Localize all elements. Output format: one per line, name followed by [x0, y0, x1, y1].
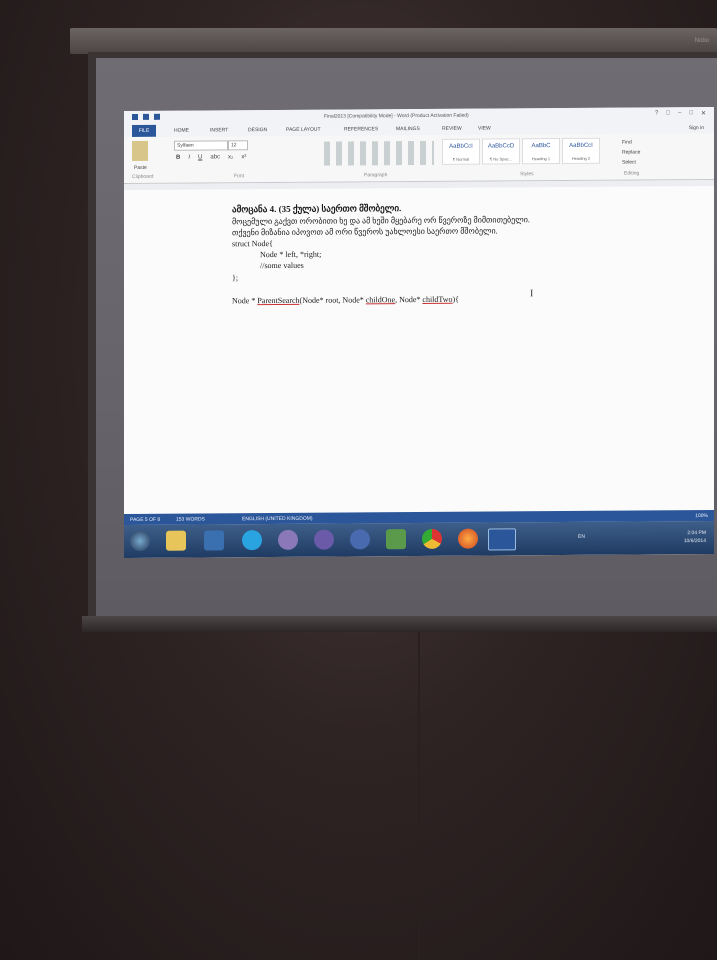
bold-button[interactable]: B	[176, 154, 181, 161]
media-player-icon[interactable]	[204, 530, 224, 550]
style-name: Heading 2	[571, 155, 591, 161]
tab-page-layout[interactable]: PAGE LAYOUT	[286, 126, 321, 133]
tab-insert[interactable]: INSERT	[210, 127, 229, 134]
code-line-close: };	[232, 273, 239, 283]
underline-button[interactable]: U	[198, 154, 203, 161]
app-icon-4[interactable]	[386, 529, 406, 549]
screen-pull-cord	[418, 632, 420, 960]
paste-icon[interactable]	[132, 141, 148, 161]
styles-gallery	[442, 138, 600, 165]
group-label-clipboard: Clipboard	[132, 173, 154, 181]
chrome-icon[interactable]	[422, 529, 442, 549]
italic-button[interactable]: I	[188, 154, 191, 161]
replace-button[interactable]: Replace	[622, 149, 641, 156]
style-heading-2[interactable]	[562, 138, 600, 164]
code-line-struct: struct Node{	[232, 239, 273, 249]
select-button[interactable]: Select	[622, 159, 636, 166]
find-button[interactable]: Find	[622, 139, 632, 146]
page-count[interactable]: PAGE 5 OF 8	[130, 516, 161, 524]
editing-group	[622, 137, 640, 167]
task-text-line-1: მოცემული გაქვთ ორობითი ხე და ამ ხეში მყებარე ორ წვეროზე მიმთითებელი.	[232, 215, 530, 227]
tab-review[interactable]: REVIEW	[442, 125, 462, 132]
superscript-button[interactable]: x²	[241, 154, 247, 161]
document-page[interactable]	[124, 186, 714, 514]
tab-design[interactable]: DESIGN	[248, 127, 268, 134]
windows-taskbar	[124, 521, 714, 558]
tab-mailings[interactable]: MAILINGS	[396, 125, 420, 133]
skype-icon[interactable]	[242, 530, 262, 550]
style-name: ¶ No Spac...	[490, 156, 512, 162]
language-status[interactable]: ENGLISH (UNITED KINGDOM)	[242, 515, 313, 523]
code-line-comment: //some values	[260, 260, 304, 271]
maximize-button[interactable]: □	[689, 110, 693, 117]
tab-view[interactable]: VIEW	[478, 125, 491, 132]
sig-param-a: childOne	[365, 295, 396, 305]
style-heading-1[interactable]	[522, 138, 560, 164]
style-sample: AaBbC	[531, 143, 551, 150]
style-name: ¶ Normal	[452, 156, 470, 162]
app-icon-2[interactable]	[314, 530, 334, 550]
sig-prefix: Node *	[232, 296, 258, 306]
start-button-icon[interactable]	[130, 531, 150, 551]
screen-bottom-bar	[82, 616, 717, 632]
sign-in-link[interactable]: Sign in	[688, 125, 704, 132]
file-explorer-icon[interactable]	[166, 531, 186, 551]
clock[interactable]	[684, 529, 706, 545]
ribbon-home	[124, 133, 714, 184]
format-buttons	[176, 154, 246, 160]
group-label-font: Font	[234, 173, 245, 180]
help-button[interactable]: ?	[655, 110, 659, 117]
save-icon[interactable]	[143, 114, 149, 120]
ribbon-display-button[interactable]: □	[666, 110, 670, 117]
style-sample: AaBbCcI	[449, 143, 473, 150]
function-signature	[232, 295, 459, 306]
clock-time: 2:04 PM	[687, 529, 706, 537]
undo-icon[interactable]	[154, 114, 160, 120]
sig-param-b: childTwo	[422, 294, 453, 304]
minimize-button[interactable]: –	[678, 110, 682, 117]
group-label-paragraph: Paragraph	[364, 172, 388, 179]
sig-end: ){	[452, 294, 460, 304]
tab-references[interactable]: REFERENCES	[344, 126, 379, 133]
paragraph-buttons[interactable]	[324, 141, 434, 166]
clock-date: 10/6/2014	[683, 537, 706, 545]
word-taskbar-icon[interactable]	[488, 528, 516, 550]
group-label-styles: Styles	[520, 171, 534, 178]
zoom-level[interactable]: 100%	[695, 512, 708, 520]
sig-sep: , Node*	[395, 294, 423, 305]
app-icon-1[interactable]	[278, 530, 298, 550]
window-title: Final2013 [Compatibility Mode] - Word (Product Activation Failed)	[324, 112, 469, 120]
style-sample: AaBbCcI	[569, 142, 593, 149]
group-label-editing: Editing	[624, 170, 640, 177]
text-cursor-icon: I	[530, 288, 534, 300]
style-name: Heading 1	[531, 156, 551, 162]
task-text-line-2: თქვენი მიზანია იპოვოთ ამ ორი წვეროს უახლოესი საერთო მშობელი.	[232, 226, 498, 238]
code-line-pointers: Node * left, *right;	[260, 249, 322, 260]
tab-home[interactable]: HOME	[174, 127, 189, 134]
projector-screen-housing	[70, 28, 717, 54]
style-sample: AaBbCcD	[487, 143, 515, 150]
sig-mid: (Node* root, Node*	[299, 295, 366, 305]
quick-access-toolbar	[132, 114, 160, 120]
style-normal[interactable]	[442, 139, 480, 165]
subscript-button[interactable]: x₂	[228, 154, 234, 161]
strikethrough-button[interactable]: abc	[210, 154, 221, 161]
input-language[interactable]: EN	[578, 533, 585, 540]
word-icon[interactable]	[132, 114, 138, 120]
tab-file[interactable]: FILE	[132, 125, 156, 137]
font-name-select[interactable]: Sylfaen	[174, 140, 228, 150]
window-controls	[655, 110, 706, 117]
font-size-select[interactable]: 12	[228, 140, 248, 150]
paste-label[interactable]: Paste	[134, 164, 147, 171]
style-no-spacing[interactable]	[482, 138, 520, 164]
screen-brand: Nobo	[694, 38, 709, 44]
close-button[interactable]: ✕	[700, 110, 706, 118]
app-icon-3[interactable]	[350, 529, 370, 549]
projected-word-window	[124, 107, 714, 558]
firefox-icon[interactable]	[458, 529, 478, 549]
task-heading: ამოცანა 4. (35 ქულა) საერთო მშობელი.	[232, 203, 402, 215]
word-count[interactable]: 153 WORDS	[176, 516, 205, 523]
sig-function-name: ParentSearch	[257, 295, 300, 306]
